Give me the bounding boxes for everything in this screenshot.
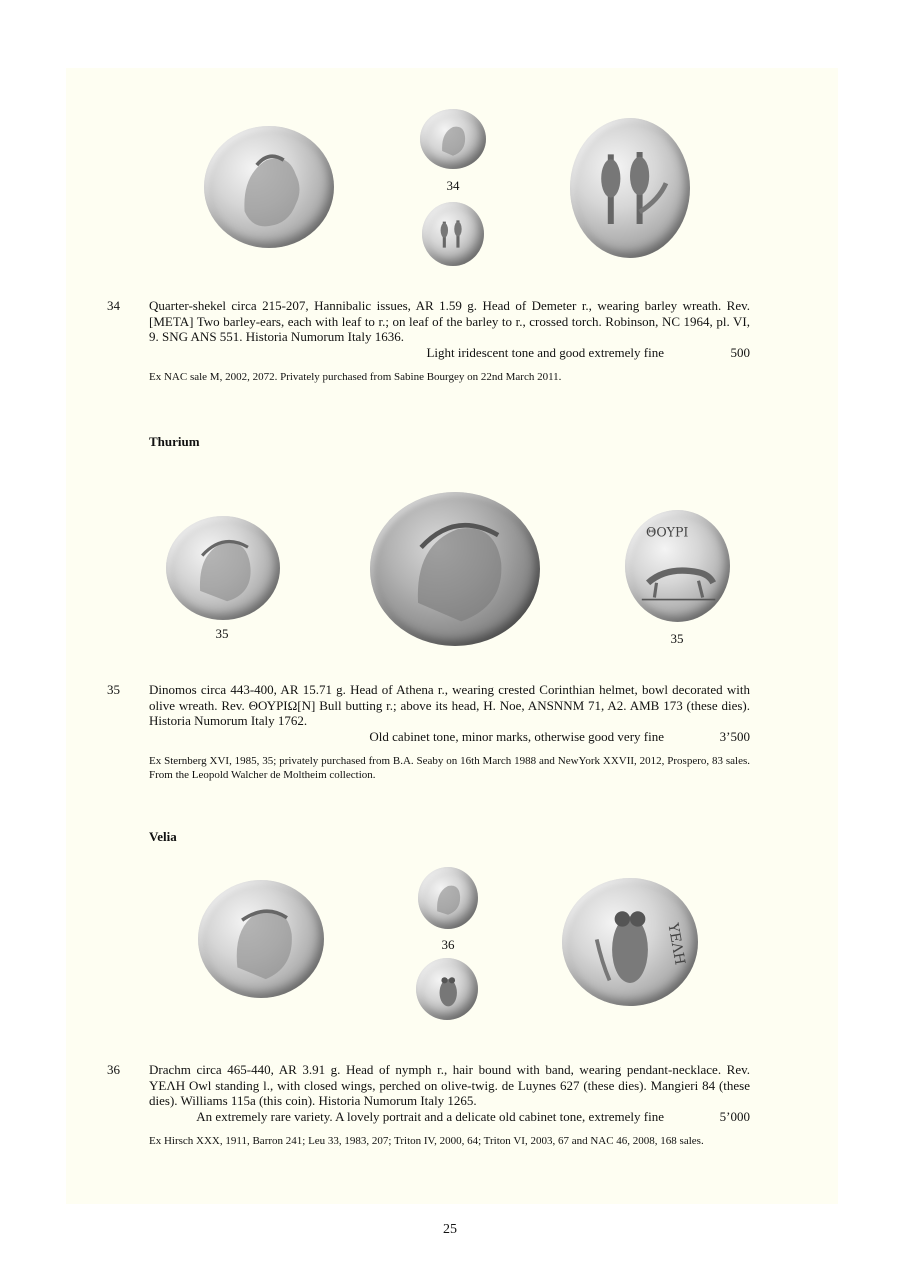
coin-34-obverse-small-icon [420,109,486,169]
lot-price: 5’000 [719,1108,750,1124]
coin-34-obverse-large-icon [204,126,334,248]
condition-row [149,729,750,745]
condition-row [149,1109,750,1125]
reverse-legend-35: ΘΟΥΡΙ [646,524,689,540]
coin-35-obverse-small-icon [166,516,280,620]
lot-description: Dinomos circa 443-400, AR 15.71 g. Head of Athena r., wearing crested Corinthian helmet, bowl decorated with olive wreath. Rev. ΘΟΥΡΙΩ[Ν] Bull butting r.; above its head, H. Noe, ANSNNM 71, A2. AMB 173 (these dies). Historia Numorum Italy 1762. [149,682,750,728]
coin-34-reverse-small-icon [422,202,484,266]
lot-number: 35 [107,682,120,697]
lot-description: Quarter-shekel circa 215-207, Hannibalic issues, AR 1.59 g. Head of Demeter r., wearing barley wreath. Rev. [META] Two barley-ears, each with leaf to r.; on leaf of the barley to r., crossed torch. Robinson, NC 1964, pl. VI, 9. SNG ANS 551. Historia Numorum Italy 1636. [149,298,750,344]
lot-number: 36 [107,1062,120,1077]
lot-number: 34 [107,298,120,313]
coin-35-reverse-icon [625,510,730,622]
reverse-legend-36: ΥΕΛΗ [664,921,688,967]
condition-row [149,345,750,361]
lot-entry-34 [149,298,750,384]
photo-label-35a: 35 [215,626,229,641]
lot-description: Drachm circa 465-440, AR 3.91 g. Head of nymph r., hair bound with band, wearing pendant-necklace. Rev. ΥΕΛΗ Owl standing l., with closed wings, perched on olive-twig. de Luynes 627 (these dies). Mangieri 84 (these dies). Williams 115a (this coin). Historia Numorum Italy 1265. [149,1062,750,1108]
lot-price: 3’500 [719,728,750,744]
coin-36-reverse-large-icon [562,878,698,1006]
page-number: 25 [443,1222,457,1237]
lot-entry-36 [149,1062,750,1148]
section-heading-velia: Velia [149,829,177,844]
lot-condition: Old cabinet tone, minor marks, otherwise good very fine [369,728,664,744]
photo-label-34: 34 [446,178,460,193]
coin-36-reverse-small-icon [416,958,478,1020]
photo-label-35b: 35 [670,631,684,646]
lot-condition: Light iridescent tone and good extremely fine [426,344,664,360]
lot-provenance: Ex Hirsch XXX, 1911, Barron 241; Leu 33, 1983, 207; Triton IV, 2000, 64; Triton VI, 2003, 67 and NAC 46, 2008, 168 sales. [149,1134,704,1147]
coin-34-reverse-large-icon [570,118,690,258]
lot-provenance: Ex NAC sale M, 2002, 2072. Privately purchased from Sabine Bourgey on 22nd March 2011. [149,370,562,383]
lot-condition: An extremely rare variety. A lovely portrait and a delicate old cabinet tone, extremely fine [196,1108,664,1124]
lot-entry-35 [149,682,750,782]
section-heading-thurium: Thurium [149,434,200,449]
coin-36-obverse-large-icon [198,880,324,998]
coin-36-obverse-small-icon [418,867,478,929]
coin-35-obverse-large-icon [370,492,540,646]
lot-price: 500 [730,344,750,360]
lot-provenance: Ex Sternberg XVI, 1985, 35; privately purchased from B.A. Seaby on 16th March 1988 and NewYork XXVII, 2012, Prospero, 83 sales. From the Leopold Walcher de Moltheim collection. [149,754,750,781]
photo-label-36: 36 [441,937,455,952]
